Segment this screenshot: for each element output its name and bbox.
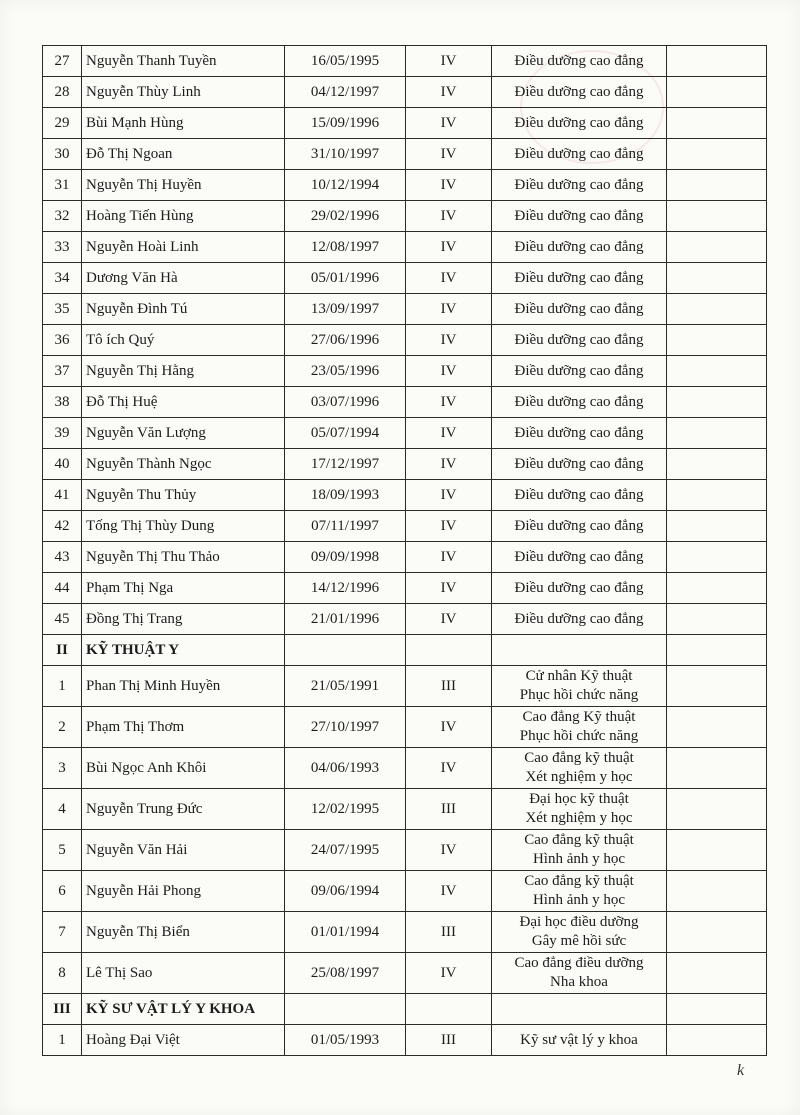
qualification: [492, 77, 667, 108]
qualification-line: Điều dưỡng cao đẳng: [514, 83, 644, 100]
grade: IV: [406, 748, 492, 789]
qualification-line: Đại học điều dưỡng: [519, 914, 639, 930]
date-of-birth: 09/06/1994: [285, 871, 406, 912]
note-cell: [667, 830, 767, 871]
qualification: [492, 542, 667, 573]
date-of-birth: 12/08/1997: [285, 232, 406, 263]
qualification-line: Điều dưỡng cao đẳng: [514, 579, 644, 596]
table-row: [43, 604, 767, 635]
table-row: [43, 108, 767, 139]
qualification: [492, 294, 667, 325]
qualification-line: Điều dưỡng cao đẳng: [514, 52, 644, 69]
qualification: [492, 707, 667, 748]
qualification-line: Nha khoa: [550, 974, 608, 990]
row-number: 32: [43, 201, 82, 232]
qualification: [492, 953, 667, 994]
grade: IV: [406, 707, 492, 748]
grade: III: [406, 1025, 492, 1056]
grade: IV: [406, 232, 492, 263]
qualification: [492, 511, 667, 542]
note-cell: [667, 1025, 767, 1056]
table-row: [43, 418, 767, 449]
table-row: [43, 232, 767, 263]
qualification-line: Phục hồi chức năng: [519, 687, 639, 703]
qualification-line: Kỹ sư vật lý y khoa: [520, 1031, 638, 1048]
qualification: [492, 1025, 667, 1056]
note-cell: [667, 325, 767, 356]
qualification-line: Cử nhân Kỹ thuật: [525, 668, 633, 684]
date-of-birth: 05/07/1994: [285, 418, 406, 449]
qualification-line: Xét nghiệm y học: [525, 769, 633, 785]
staff-name: Nguyễn Thu Thủy: [82, 480, 285, 511]
row-number: 33: [43, 232, 82, 263]
row-number: 35: [43, 294, 82, 325]
grade: IV: [406, 325, 492, 356]
row-number: 40: [43, 449, 82, 480]
table-row: [43, 542, 767, 573]
note-cell: [667, 170, 767, 201]
row-number: 5: [43, 830, 82, 871]
date-of-birth: 05/01/1996: [285, 263, 406, 294]
qualification-line: Hình ảnh y học: [532, 851, 626, 867]
staff-name: Nguyễn Hải Phong: [82, 871, 285, 912]
row-number: 34: [43, 263, 82, 294]
table-row: [43, 325, 767, 356]
date-of-birth: 25/08/1997: [285, 953, 406, 994]
note-cell: [667, 542, 767, 573]
grade: IV: [406, 170, 492, 201]
empty-cell: [285, 994, 406, 1025]
grade: IV: [406, 356, 492, 387]
grade: IV: [406, 201, 492, 232]
grade: IV: [406, 542, 492, 573]
staff-name: Nguyễn Trung Đức: [82, 789, 285, 830]
qualification-line: Điều dưỡng cao đẳng: [514, 486, 644, 503]
staff-name: Tống Thị Thùy Dung: [82, 511, 285, 542]
staff-name: Phan Thị Minh Huyền: [82, 666, 285, 707]
empty-cell: [492, 994, 667, 1025]
grade: IV: [406, 418, 492, 449]
staff-name: Phạm Thị Nga: [82, 573, 285, 604]
qualification: [492, 387, 667, 418]
grade: IV: [406, 604, 492, 635]
qualification-line: Điều dưỡng cao đẳng: [514, 176, 644, 193]
date-of-birth: 01/05/1993: [285, 1025, 406, 1056]
grade: IV: [406, 573, 492, 604]
grade: IV: [406, 46, 492, 77]
qualification-line: Điều dưỡng cao đẳng: [514, 269, 644, 286]
qualification-line: Điều dưỡng cao đẳng: [514, 393, 644, 410]
staff-name: Tô ích Quý: [82, 325, 285, 356]
row-number: 37: [43, 356, 82, 387]
date-of-birth: 15/09/1996: [285, 108, 406, 139]
date-of-birth: 04/06/1993: [285, 748, 406, 789]
grade: IV: [406, 830, 492, 871]
date-of-birth: 31/10/1997: [285, 139, 406, 170]
grade: IV: [406, 953, 492, 994]
table-row: [43, 871, 767, 912]
note-cell: [667, 139, 767, 170]
date-of-birth: 21/01/1996: [285, 604, 406, 635]
note-cell: [667, 232, 767, 263]
table-row: [43, 170, 767, 201]
qualification: [492, 666, 667, 707]
date-of-birth: 18/09/1993: [285, 480, 406, 511]
note-cell: [667, 604, 767, 635]
note-cell: [667, 871, 767, 912]
grade: IV: [406, 449, 492, 480]
grade: IV: [406, 108, 492, 139]
staff-name: Nguyễn Thị Thu Thảo: [82, 542, 285, 573]
grade: III: [406, 912, 492, 953]
section-header-row: [43, 635, 767, 666]
table-row: [43, 830, 767, 871]
staff-name: Nguyễn Thành Ngọc: [82, 449, 285, 480]
note-cell: [667, 511, 767, 542]
table-row: [43, 789, 767, 830]
qualification-line: Điều dưỡng cao đẳng: [514, 145, 644, 162]
row-number: 31: [43, 170, 82, 201]
date-of-birth: 10/12/1994: [285, 170, 406, 201]
row-number: 3: [43, 748, 82, 789]
date-of-birth: 17/12/1997: [285, 449, 406, 480]
section-header-row: [43, 994, 767, 1025]
staff-name: Bùi Ngọc Anh Khôi: [82, 748, 285, 789]
date-of-birth: 27/10/1997: [285, 707, 406, 748]
qualification: [492, 356, 667, 387]
qualification: [492, 480, 667, 511]
table-row: [43, 511, 767, 542]
note-cell: [667, 108, 767, 139]
table-row: [43, 449, 767, 480]
staff-name: Nguyễn Hoài Linh: [82, 232, 285, 263]
row-number: 43: [43, 542, 82, 573]
qualification: [492, 46, 667, 77]
note-cell: [667, 789, 767, 830]
note-cell: [667, 748, 767, 789]
staff-name: Nguyễn Văn Lượng: [82, 418, 285, 449]
qualification-line: Điều dưỡng cao đẳng: [514, 455, 644, 472]
qualification-line: Điều dưỡng cao đẳng: [514, 610, 644, 627]
qualification: [492, 604, 667, 635]
row-number: 27: [43, 46, 82, 77]
empty-cell: [406, 635, 492, 666]
staff-name: Nguyễn Đình Tú: [82, 294, 285, 325]
date-of-birth: 27/06/1996: [285, 325, 406, 356]
row-number: 44: [43, 573, 82, 604]
qualification-line: Điều dưỡng cao đẳng: [514, 207, 644, 224]
note-cell: [667, 418, 767, 449]
note-cell: [667, 387, 767, 418]
qualification-line: Điều dưỡng cao đẳng: [514, 114, 644, 131]
date-of-birth: 12/02/1995: [285, 789, 406, 830]
row-number: 41: [43, 480, 82, 511]
qualification-line: Điều dưỡng cao đẳng: [514, 517, 644, 534]
date-of-birth: 23/05/1996: [285, 356, 406, 387]
qualification-line: Phục hồi chức năng: [519, 728, 639, 744]
qualification-line: Điều dưỡng cao đẳng: [514, 238, 644, 255]
date-of-birth: 07/11/1997: [285, 511, 406, 542]
qualification: [492, 139, 667, 170]
table-row: [43, 263, 767, 294]
table-row: [43, 201, 767, 232]
note-cell: [667, 953, 767, 994]
note-cell: [667, 356, 767, 387]
qualification: [492, 789, 667, 830]
row-number: 45: [43, 604, 82, 635]
table-row: [43, 356, 767, 387]
grade: IV: [406, 387, 492, 418]
qualification-line: Xét nghiệm y học: [525, 810, 633, 826]
qualification: [492, 573, 667, 604]
note-cell: [667, 263, 767, 294]
grade: III: [406, 789, 492, 830]
staff-name: Đồng Thị Trang: [82, 604, 285, 635]
date-of-birth: 29/02/1996: [285, 201, 406, 232]
row-number: 30: [43, 139, 82, 170]
row-number: 4: [43, 789, 82, 830]
staff-name: Bùi Mạnh Hùng: [82, 108, 285, 139]
table-row: [43, 573, 767, 604]
row-number: 2: [43, 707, 82, 748]
qualification: [492, 418, 667, 449]
qualification: [492, 830, 667, 871]
qualification-line: Điều dưỡng cao đẳng: [514, 424, 644, 441]
table-row: [43, 666, 767, 707]
qualification-line: Điều dưỡng cao đẳng: [514, 548, 644, 565]
qualification: [492, 912, 667, 953]
qualification-line: Gây mê hồi sức: [531, 933, 627, 949]
staff-name: Dương Văn Hà: [82, 263, 285, 294]
note-cell: [667, 449, 767, 480]
section-title: KỸ THUẬT Y: [82, 635, 285, 666]
table-row: [43, 707, 767, 748]
qualification-line: Điều dưỡng cao đẳng: [514, 362, 644, 379]
qualification: [492, 108, 667, 139]
date-of-birth: 16/05/1995: [285, 46, 406, 77]
empty-cell: [667, 994, 767, 1025]
row-number: 39: [43, 418, 82, 449]
qualification-line: Cao đẳng điều dưỡng: [514, 955, 644, 971]
date-of-birth: 14/12/1996: [285, 573, 406, 604]
note-cell: [667, 573, 767, 604]
row-number: 29: [43, 108, 82, 139]
signature-mark: k: [737, 1062, 745, 1079]
empty-cell: [406, 994, 492, 1025]
staff-name: Phạm Thị Thơm: [82, 707, 285, 748]
grade: III: [406, 666, 492, 707]
note-cell: [667, 201, 767, 232]
staff-name: Nguyễn Thanh Tuyền: [82, 46, 285, 77]
grade: IV: [406, 480, 492, 511]
row-number: 28: [43, 77, 82, 108]
grade: IV: [406, 871, 492, 912]
qualification-line: Điều dưỡng cao đẳng: [514, 300, 644, 317]
table-row: [43, 387, 767, 418]
table-row: [43, 748, 767, 789]
row-number: 6: [43, 871, 82, 912]
date-of-birth: 21/05/1991: [285, 666, 406, 707]
qualification-line: Cao đẳng kỹ thuật: [524, 832, 634, 848]
qualification-line: Hình ảnh y học: [532, 892, 626, 908]
section-title: KỸ SƯ VẬT LÝ Y KHOA: [82, 994, 285, 1025]
table-row: [43, 1025, 767, 1056]
empty-cell: [285, 635, 406, 666]
qualification: [492, 325, 667, 356]
qualification-line: Cao đẳng Kỹ thuật: [522, 709, 636, 725]
table-row: [43, 294, 767, 325]
staff-name: Nguyễn Thị Huyền: [82, 170, 285, 201]
staff-name: Lê Thị Sao: [82, 953, 285, 994]
staff-name: Hoàng Đại Việt: [82, 1025, 285, 1056]
table-row: [43, 912, 767, 953]
date-of-birth: 09/09/1998: [285, 542, 406, 573]
qualification-line: Cao đẳng kỹ thuật: [524, 873, 634, 889]
note-cell: [667, 480, 767, 511]
staff-name: Hoàng Tiến Hùng: [82, 201, 285, 232]
staff-name: Đỗ Thị Huệ: [82, 387, 285, 418]
grade: IV: [406, 294, 492, 325]
note-cell: [667, 666, 767, 707]
row-number: 7: [43, 912, 82, 953]
qualification: [492, 263, 667, 294]
qualification: [492, 232, 667, 263]
qualification: [492, 170, 667, 201]
table-row: [43, 953, 767, 994]
table-row: [43, 480, 767, 511]
qualification-line: Đại học kỹ thuật: [529, 791, 629, 807]
row-number: 36: [43, 325, 82, 356]
grade: IV: [406, 77, 492, 108]
note-cell: [667, 294, 767, 325]
staff-name: Nguyễn Thị Biển: [82, 912, 285, 953]
date-of-birth: 01/01/1994: [285, 912, 406, 953]
qualification-line: Điều dưỡng cao đẳng: [514, 331, 644, 348]
qualification: [492, 748, 667, 789]
row-number: 42: [43, 511, 82, 542]
staff-name: Đỗ Thị Ngoan: [82, 139, 285, 170]
empty-cell: [667, 635, 767, 666]
staff-name: Nguyễn Văn Hải: [82, 830, 285, 871]
staff-roster-table: [42, 45, 767, 1056]
note-cell: [667, 77, 767, 108]
section-code: II: [43, 635, 82, 666]
qualification: [492, 201, 667, 232]
date-of-birth: 13/09/1997: [285, 294, 406, 325]
date-of-birth: 03/07/1996: [285, 387, 406, 418]
date-of-birth: 04/12/1997: [285, 77, 406, 108]
staff-name: Nguyễn Thị Hằng: [82, 356, 285, 387]
note-cell: [667, 707, 767, 748]
qualification: [492, 871, 667, 912]
row-number: 8: [43, 953, 82, 994]
section-code: III: [43, 994, 82, 1025]
table-row: [43, 46, 767, 77]
roster-body: [43, 46, 767, 1056]
grade: IV: [406, 511, 492, 542]
row-number: 38: [43, 387, 82, 418]
table-row: [43, 139, 767, 170]
qualification-line: Cao đẳng kỹ thuật: [524, 750, 634, 766]
table-row: [43, 77, 767, 108]
staff-name: Nguyễn Thùy Linh: [82, 77, 285, 108]
row-number: 1: [43, 1025, 82, 1056]
date-of-birth: 24/07/1995: [285, 830, 406, 871]
grade: IV: [406, 139, 492, 170]
note-cell: [667, 912, 767, 953]
empty-cell: [492, 635, 667, 666]
qualification: [492, 449, 667, 480]
grade: IV: [406, 263, 492, 294]
row-number: 1: [43, 666, 82, 707]
note-cell: [667, 46, 767, 77]
